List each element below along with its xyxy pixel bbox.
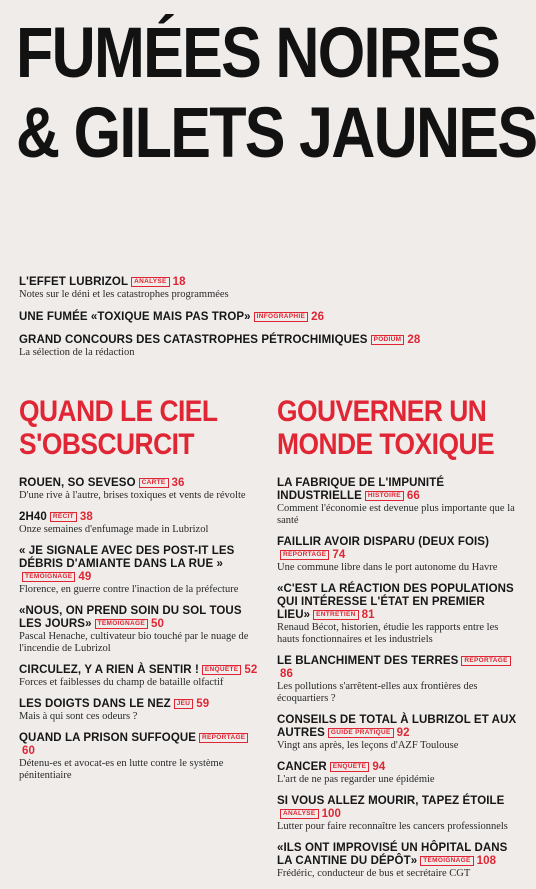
entry-description: Comment l'économie est devenue plus importante que la santé xyxy=(277,503,515,526)
entry-title: LA FABRIQUE DE L'IMPUNITÉ INDUSTRIELLE xyxy=(277,477,445,502)
entry-title-line xyxy=(277,761,517,774)
entry-description: Renaud Bécot, historien, étudie les rapports entre les hauts fonctionnaires et les industriels xyxy=(277,622,499,645)
page-title xyxy=(16,14,536,174)
entry-title-line xyxy=(19,545,259,584)
entry-description: Les pollutions s'arrêtent-elles aux frontières des écoquartiers ? xyxy=(277,681,478,704)
entry-tag: ENQUÊTE xyxy=(202,665,242,675)
toc-entry xyxy=(19,698,259,723)
entry-description: Une commune libre dans le port autonome du Havre xyxy=(277,562,498,573)
entry-title: UNE FUMÉE «TOXIQUE MAIS PAS TROP» xyxy=(19,311,251,323)
entry-title: QUAND LA PRISON SUFFOQUE xyxy=(19,732,197,744)
entry-title: CONSEILS DE TOTAL À LUBRIZOL ET AUX AUTRES xyxy=(277,714,517,739)
entry-description: Forces et faiblesses du champ de bataille olfactif xyxy=(19,677,224,688)
entry-description: Frédéric, conducteur de bus et secrétaire CGT xyxy=(277,868,471,879)
entry-tag: TÉMOIGNAGE xyxy=(95,619,148,629)
entry-page-number: 59 xyxy=(196,698,210,710)
entry-description: Onze semaines d'enfumage made in Lubrizol xyxy=(19,524,209,535)
entry-description: D'une rive à l'autre, brises toxiques et vents de révolte xyxy=(19,490,246,501)
entry-tag: ENQUÊTE xyxy=(330,762,370,772)
toc-entry xyxy=(19,311,509,324)
entry-page-number: 38 xyxy=(79,511,93,523)
entry-title-line xyxy=(277,842,517,868)
toc-entry xyxy=(19,732,259,782)
entry-tag: HISTOIRE xyxy=(365,491,404,501)
toc-entry xyxy=(19,334,509,359)
entry-page-number: 92 xyxy=(396,727,410,739)
title-line-2: & GILETS JAUNES xyxy=(16,94,536,173)
entry-title-line xyxy=(277,583,517,622)
entry-title: «NOUS, ON PREND SOIN DU SOL TOUS LES JOURS» xyxy=(19,605,242,630)
toc-entry xyxy=(19,605,259,655)
entry-title: SI VOUS ALLEZ MOURIR, TAPEZ ÉTOILE xyxy=(277,795,505,807)
toc-entry xyxy=(277,536,517,574)
toc-entry xyxy=(277,795,517,833)
toc-entry xyxy=(277,842,517,880)
entry-title-line xyxy=(19,477,259,490)
entry-description: Notes sur le déni et les catastrophes programmées xyxy=(19,289,229,300)
entry-page-number: 81 xyxy=(361,609,375,621)
entry-page-number: 26 xyxy=(311,311,325,323)
toc-entry xyxy=(19,276,509,301)
toc-entry xyxy=(277,761,517,786)
entry-description: Pascal Henache, cultivateur bio touché par le nuage de l'incendie de Lubrizol xyxy=(19,631,249,654)
section-heading-line: MONDE TOXIQUE xyxy=(277,428,495,461)
entry-list xyxy=(277,477,517,880)
entry-title-line xyxy=(19,698,259,711)
section-right xyxy=(277,395,517,889)
entry-tag: TÉMOIGNAGE xyxy=(22,572,75,582)
entry-title-line xyxy=(19,276,509,289)
entry-page-number: 86 xyxy=(280,668,293,680)
toc-entry xyxy=(277,714,517,752)
entry-list xyxy=(19,477,259,782)
entry-page-number: 36 xyxy=(171,477,185,489)
entry-tag: PODIUM xyxy=(371,335,405,345)
entry-tag: JEU xyxy=(174,699,194,709)
entry-description: Lutter pour faire reconnaître les cancers professionnels xyxy=(277,821,508,832)
entry-title-line xyxy=(19,311,509,324)
entry-description: Mais à qui sont ces odeurs ? xyxy=(19,711,138,722)
entry-title-line xyxy=(277,655,517,681)
section-heading xyxy=(19,395,257,461)
entry-title: CIRCULEZ, Y A RIEN À SENTIR ! xyxy=(19,664,199,676)
entry-tag: ENTRETIEN xyxy=(313,610,359,620)
entry-description: La sélection de la rédaction xyxy=(19,347,135,358)
entry-title: CANCER xyxy=(277,761,327,773)
entry-tag: RÉCIT xyxy=(50,512,77,522)
entry-description: L'art de ne pas regarder une épidémie xyxy=(277,774,435,785)
intro-entries xyxy=(19,276,509,369)
section-heading-line: GOUVERNER UN xyxy=(277,395,487,428)
entry-page-number: 60 xyxy=(22,745,35,757)
entry-page-number: 108 xyxy=(476,855,497,867)
entry-tag: REPORTAGE xyxy=(280,550,329,560)
toc-entry xyxy=(19,477,259,502)
entry-page-number: 28 xyxy=(407,334,421,346)
entry-title: LE BLANCHIMENT DES TERRES xyxy=(277,655,459,667)
toc-entry xyxy=(19,545,259,596)
entry-title: «ILS ONT IMPROVISÉ UN HÔPITAL DANS LA CANTINE DU DÉPÔT» xyxy=(277,842,508,867)
section-left xyxy=(19,395,259,791)
entry-page-number: 66 xyxy=(406,490,420,502)
entry-page-number: 100 xyxy=(321,808,342,820)
entry-title-line xyxy=(19,511,259,524)
entry-description: Florence, en guerre contre l'inaction de la préfecture xyxy=(19,584,239,595)
entry-description: Détenu-es et avocat-es en lutte contre le système pénitentiaire xyxy=(19,758,224,781)
entry-title-line xyxy=(277,536,517,562)
toc-entry xyxy=(277,477,517,527)
title-line-1: FUMÉES NOIRES xyxy=(16,14,500,93)
section-heading xyxy=(277,395,515,461)
entry-page-number: 52 xyxy=(244,664,258,676)
entry-title: GRAND CONCOURS DES CATASTROPHES PÉTROCHIMIQUES xyxy=(19,334,368,346)
entry-title: « JE SIGNALE AVEC DES POST-IT LES DÉBRIS D'AMIANTE DANS LA RUE » xyxy=(19,545,235,570)
entry-description: Vingt ans après, les leçons d'AZF Toulouse xyxy=(277,740,459,751)
toc-entry xyxy=(277,583,517,646)
entry-title-line xyxy=(19,664,259,677)
entry-title: L'EFFET LUBRIZOL xyxy=(19,276,129,288)
entry-tag: GUIDE PRATIQUE xyxy=(328,728,394,738)
entry-page-number: 49 xyxy=(78,571,92,583)
entry-title-line xyxy=(277,477,517,503)
entry-tag: TÉMOIGNAGE xyxy=(420,856,473,866)
section-heading-line: S'OBSCURCIT xyxy=(19,428,195,461)
toc-entry xyxy=(19,511,259,536)
entry-title-line xyxy=(277,714,517,740)
entry-title: LES DOIGTS DANS LE NEZ xyxy=(19,698,171,710)
section-heading-line: QUAND LE CIEL xyxy=(19,395,218,428)
entry-tag: REPORTAGE xyxy=(199,733,248,743)
entry-page-number: 94 xyxy=(372,761,386,773)
entry-page-number: 18 xyxy=(172,276,186,288)
entry-title: 2H40 xyxy=(19,511,47,523)
entry-tag: ANALYSE xyxy=(280,809,319,819)
entry-tag: INFOGRAPHIE xyxy=(254,312,308,322)
entry-title: «C'EST LA RÉACTION DES POPULATIONS QUI INTÉRESSE L'ÉTAT EN PREMIER LIEU» xyxy=(277,583,514,621)
entry-title: ROUEN, SO SEVESO xyxy=(19,477,136,489)
toc-entry xyxy=(19,664,259,689)
entry-tag: REPORTAGE xyxy=(461,656,510,666)
entry-page-number: 50 xyxy=(151,618,164,630)
entry-title: FAILLIR AVOIR DISPARU (DEUX FOIS) xyxy=(277,536,490,548)
entry-title-line xyxy=(19,732,259,758)
entry-tag: ANALYSE xyxy=(131,277,170,287)
entry-title-line xyxy=(277,795,517,821)
entry-title-line xyxy=(19,605,259,631)
entry-title-line xyxy=(19,334,509,347)
entry-page-number: 74 xyxy=(332,549,346,561)
toc-entry xyxy=(277,655,517,705)
entry-tag: CARTE xyxy=(139,478,169,488)
